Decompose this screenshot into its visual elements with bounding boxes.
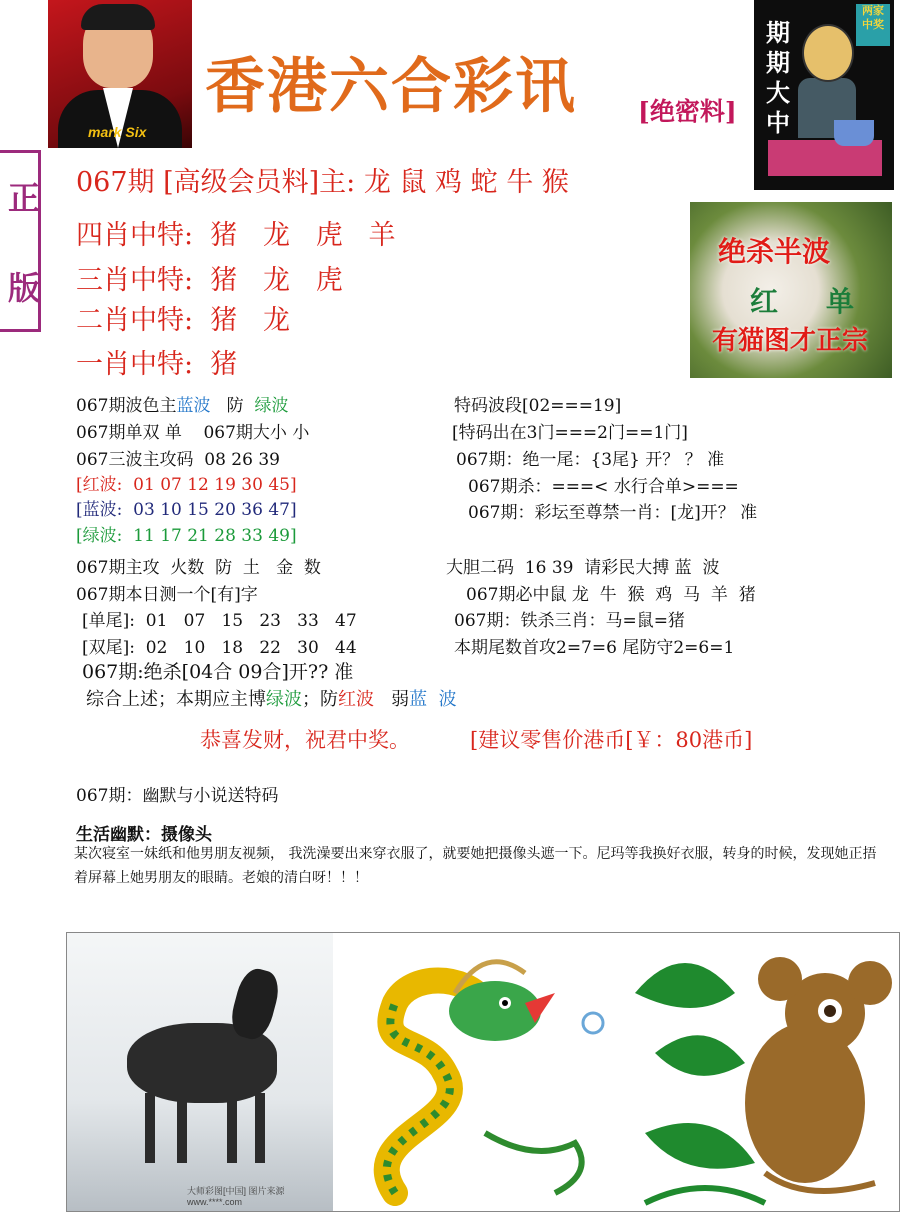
- zodiac-images: [66, 932, 900, 1212]
- portrait-photo: [48, 0, 192, 148]
- cartoon-text: 期期大中: [766, 18, 790, 137]
- special-door-line: [特码出在3门===2门==1门]: [452, 423, 688, 443]
- tail-attack-line: 本期尾数首攻2=7=6 尾防守2=6=1: [454, 638, 735, 658]
- blue-wave-line: [蓝波: 03 10 15 20 36 47]: [76, 500, 297, 520]
- iron-kill-line: 067期：铁杀三肖：马=鼠=猪: [454, 611, 685, 631]
- cat-red: 红: [750, 285, 779, 318]
- authentic-edition-badge: [0, 150, 41, 332]
- congrats-text: 恭喜发财，祝君中奖。: [200, 728, 410, 752]
- cat-authentic: 有猫图才正宗: [712, 326, 869, 356]
- double-tail-line: [双尾]: 02 10 18 22 30 44: [82, 638, 357, 658]
- image-caption: 大师彩图[中国] 图片来源 www.****.com: [187, 1186, 285, 1207]
- page-title: 香港六合彩讯: [205, 52, 577, 122]
- goat-image: [67, 933, 333, 1211]
- three-wave-line: 067三波主攻码 08 26 39: [76, 450, 280, 470]
- odd-even-line: 067期单双 单 067期大小 小: [76, 423, 310, 443]
- forbidden-line: 067期：彩坛至尊禁一肖：[龙]开？ 准: [468, 503, 758, 523]
- kill-combo-line: 067期杀：===< 水行合单>===: [468, 477, 739, 497]
- riddle-line: 067期本日测一个[有]字: [76, 585, 258, 605]
- tail-line: 067期：绝一尾：{3尾} 开？ ？ 准: [456, 450, 725, 470]
- member-line: 067期 [高级会员料]主: 龙 鼠 鸡 蛇 牛 猴: [76, 167, 569, 198]
- cat-kill-half-wave: 绝杀半波: [718, 235, 831, 268]
- badge-char-1: 正: [8, 179, 41, 217]
- story-heading: 067期：幽默与小说送特码: [76, 786, 279, 806]
- badge-char-2: 版: [8, 269, 41, 307]
- special-range-line: 特码波段[02===19]: [454, 396, 622, 416]
- four-zodiac-line: 四肖中特: 猪 龙 虎 羊: [76, 220, 396, 251]
- story-subheading: 生活幽默：摄像头: [76, 825, 212, 845]
- cartoon-image: [754, 0, 894, 190]
- red-wave-line: [红波: 01 07 12 19 30 45]: [76, 475, 297, 495]
- cat-image-box: [690, 202, 892, 378]
- one-zodiac-line: 一肖中特: 猪: [76, 349, 238, 380]
- cartoon-badge: 两家 中奖: [856, 4, 890, 46]
- wave-color-line: 067期波色主蓝波 防 绿波: [76, 396, 289, 416]
- attack-line: 067期主攻 火数 防 土 金 数: [76, 558, 321, 578]
- dragon-image: [335, 933, 625, 1211]
- green-wave-line: [绿波: 11 17 21 28 33 49]: [76, 526, 297, 546]
- page-subtitle: [绝密料]: [638, 97, 737, 126]
- price-text: [建议零售价港币[￥：80港币]: [470, 728, 753, 752]
- single-tail-line: [单尾]: 01 07 15 23 33 47: [82, 611, 357, 631]
- summary-line: 综合上述；本期应主博绿波；防红波 弱蓝 波: [86, 689, 457, 710]
- must-win-line: 067期必中鼠 龙 牛 猴 鸡 马 羊 猪: [466, 585, 756, 605]
- cat-single: 单: [826, 285, 855, 318]
- kill-line: 067期:绝杀[04合 09合]开?? 准: [82, 661, 354, 683]
- story-body: 某次寝室一妹纸和他男朋友视频， 我洗澡要出来穿衣服了，就要她把摄像头遮一下。尼玛等我换好衣服，转身的时候，发现她正捂着屏幕上她男朋友的眼睛。老娘的清白呀！！！: [74, 846, 877, 886]
- three-zodiac-line: 三肖中特: 猪 龙 虎: [76, 265, 343, 296]
- mark-six-logo: mark Six: [88, 124, 147, 140]
- bold-two-line: 大胆二码 16 39 请彩民大搏 蓝 波: [446, 558, 720, 578]
- mouse-image: [625, 933, 899, 1211]
- two-zodiac-line: 二肖中特: 猪 龙: [76, 305, 291, 336]
